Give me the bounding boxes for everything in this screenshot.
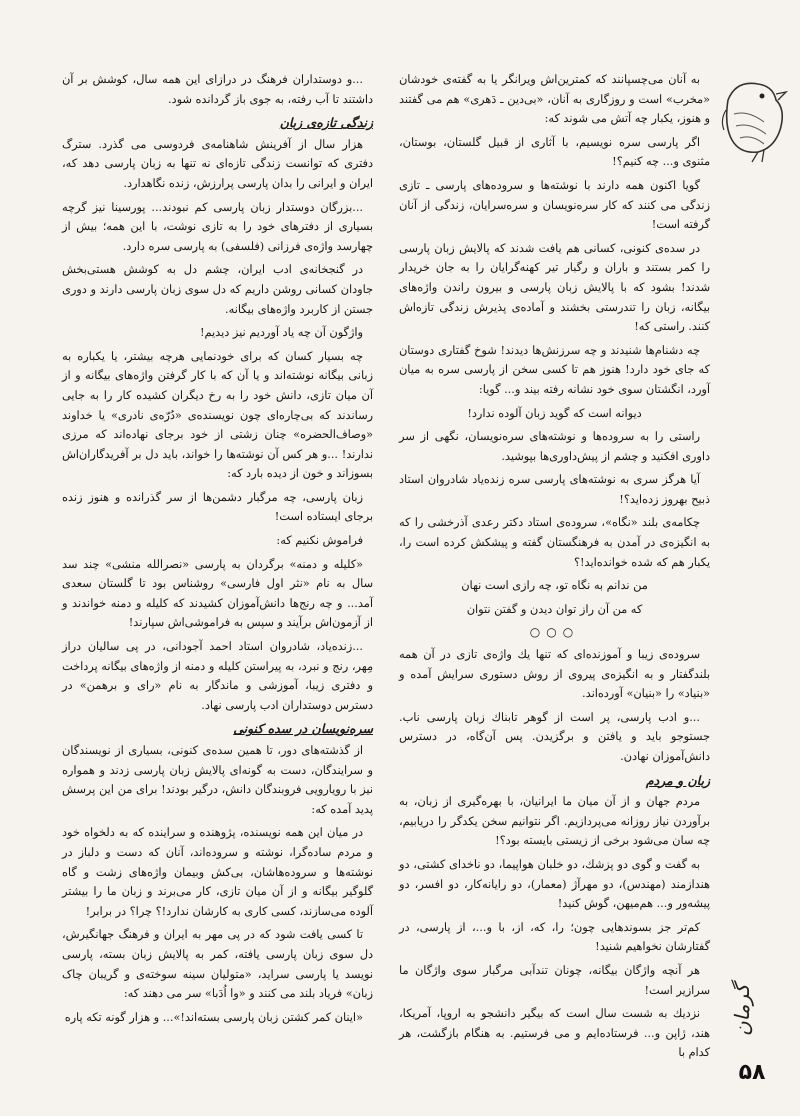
paragraph: هزار سال از آفرینش شاهنامه‌ی فردوسی می گذرد. سترگ دفتری که توانست زندگی تازه‌ای نه تنها به زبان پارسی دهد که، ایران و ایرانی را بدان پارسی پرارزش، زنده نگاهدارد. (62, 137, 373, 190)
paragraph: ...و دوستداران فرهنگ در درازای این همه سال، کوشش بر آن داشتند تا آب رفته، به جوی باز گردانده شود. (62, 73, 373, 106)
left-column (399, 70, 710, 1060)
paragraph: چکامه‌ی بلند «نگاه»، سروده‌ی استاد دکتر رعدی آذرخشی را که به انگیزه‌ی در آمدن به فرهنگستان گفته و پیشکش کرده است را، یکبار هم که شده خوانده‌اید!؟ (399, 516, 710, 569)
verse-line: که من آن راز توان دیدن و گفتن نتوان (466, 602, 643, 616)
paragraph: از گذشته‌های دور، تا همین سده‌ی کنونی، بسیاری از نویسندگان و سرایندگان، دست به گونه‌ای پالایش زبان پارسی زدند و همواره نیز با رویارویی فروبندگان دانش، درگیر بودند! برای من این پرسش پدید آمده که: (62, 744, 373, 816)
section-heading: سره‌نویسان در سده کنونی (233, 721, 373, 737)
section-heading: زبان و مردم (645, 772, 710, 788)
quote-line: دیوانه است که گوید زبان آلوده ندارد! (467, 406, 642, 420)
paragraph: ...بزرگان دوستدار زبان پارسی کم نبودند... پورسینا نیز گرچه بسیاری از دفترهای خود را به تازی نوشت، با این همه؛ بیش از چهارسد واژه‌ی فرزانی (فلسفی) به پارسی سره دارد. (62, 200, 373, 253)
paragraph: راستی را به سروده‌ها و نوشته‌های سره‌نویسان، نگهی از سر داوری افکنید و چشم از پیش‌داوری‌ها بپوشید. (399, 430, 710, 463)
paragraph: تا کسی یافت شود که در پی مهر به ایران و فرهنگ جهانگیرش، دل سوی زبان پارسی یافته، کمر به پالایش زبان بسته، پارسی نویسد یا پارسی سراید، «متولیان سینه سوخته‌ی و گریبان چاک زبان» فریاد بلند می کنند و «وا اُدَبا» سر می دهند که: (62, 928, 373, 1001)
paragraph: به آنان می‌چسپانند که کمترین‌اش ویرانگر یا به گفته‌ی خودشان «مخرب» است و روزگاری به آنان، «بی‌دین ـ دَهری» هم می گفتند و هنوز، یکبار چه آتش می شوند که: (399, 73, 710, 126)
article-columns (62, 70, 710, 1060)
paragraph: سروده‌ی زیبا و آموزنده‌ای که تنها یك واژه‌ی تازی در آن همه بلندگفتار و به انگیزه‌ی پیروی از روش دستوری سرایش آمده و «بنیاد» را «بنیان» آورده‌اند. (399, 648, 710, 701)
paragraph: نزدیك به شست سال است که بیگیر دانشجو به اروپا، آمریکا، هند، ژاپن و... فرستاده‌ایم و می فرستیم. به هنگام بازگشت، هر کدام با (399, 1007, 710, 1060)
bird-emblem-icon (718, 70, 788, 165)
paragraph: «کلیله و دمنه» برگردان به پارسی «نصرالله منشی» چند سد سال به نام «نثر اول فارسی» روشناس بود تا گلستان سعدی آمد... و چه رنج‌ها دانش‌آموزان کشیدند که کلیله و دمنه خواندند و از آزمون‌اش برآیند و سپس به فراموشی‌اش سپارند! (62, 557, 373, 630)
page-number: ۵۸ (738, 1060, 766, 1085)
section-heading: زندگی تازه‌ی زبان (279, 115, 373, 131)
paragraph: ...زنده‌یاد، شادروان استاد احمد آجودانی، در پی سالیان دراز مِهر، رنج و نبرد، به پیراستن کلیله و دمنه از واژه‌های بیگانه پرداخت و دفتری زیبا، آموزشی و ماندگار به نام «رای و برهمن» در دسترس دوستداران ادب پارسی نهاد. (62, 640, 373, 712)
paragraph: واژگون آن چه یاد آوردیم نیز دیدیم! (199, 326, 363, 340)
paragraph: در میان این همه نویسنده، پژوهنده و سراینده که به دلخواه خود و مردم ساده‌گرا، نوشته و سروده‌اند، آنان که دست و دلباز در نوشته‌ها و سروده‌هاشان، بی‌کش وبیمان واژه‌های زشت و گاه گلوگیر بیگانه و از آن میان تازی، کار می‌برند و زبان ما را بیشتر آلوده می‌سازند، کسی کاری به کارشان ندارد!؟ چرا؟ در برابر! (62, 826, 373, 918)
paragraph: چه دشنام‌ها شنیدند و چه سرزنش‌ها دیدند! شوخ گفتاری دوستان که جای خود دارد! هنوز هم تا کسی سخن از پارسی سره به میان آورد، انگشتان سوی خود نشانه رفته بیند و... گویا: (399, 343, 710, 396)
paragraph: مردم جهان و از آن میان ما ایرانیان، با بهره‌گیری از زبان، به برآوردن نیاز روزانه می‌پردازیم. اگر نتوانیم سخن یکدگر را دریابیم، چه سان می‌شود برخی از زیستی بایسته بود؟! (399, 795, 710, 848)
paragraph: «اینان کمر کشتن زبان پارسی بسته‌اند!»... و هزار گونه تکه پاره (64, 1010, 363, 1024)
paragraph: ...و ادب پارسی، پر است از گوهر تابناك زبان پارسی ناب. جستوجو باید و یافتن و برگزیدن. پس آن‌گاه، در دسترس دانش‌آموزان نهادن. (399, 710, 710, 763)
paragraph: آیا هرگز سری به نوشته‌های پارسی سره زنده‌یاد شادروان استاد ذبیح بهروز زده‌اید؟! (399, 473, 710, 506)
paragraph: در گنجخانه‌ی ادب ایران، چشم دل به کوشش هستی‌بخش جاودان کسانی روشن داریم که دل سوی زبان پارسی دارند و دوری جستن از کاربرد واژه‌های بیگانه. (62, 263, 373, 316)
paragraph: گویا اکنون همه دارند با نوشته‌ها و سروده‌های پارسی ـ تازی زندگی می کنند که کار سره‌نویسان و سره‌سرایان، زندگی از آنان گرفته است! (399, 178, 710, 232)
paragraph: در سده‌ی کنونی، کسانی هم یافت شدند که پالایش زبان پارسی را کمر بستند و باران و رگبار تیر کهنه‌گرایان را به جان خریدار شدند! بشود که با پالایش زبان پارسی و بیرون راندن واژه‌های بیگانه، زبان را تندرستی بخشند و آماده‌ی پذیرش زندگی تازه‌اش کنند. راستی که! (399, 241, 710, 334)
paragraph: به گفت و گوی دو پزشك، دو خلبان هواپیما، دو ناخدای کشتی، دو هندازمند (مهندس)، دو مهرآژ (معمار)، دو رایانه‌کار، دو افسر، دو پیشه‌ور و... هم‌میهن، گوش کنید! (399, 857, 710, 911)
magazine-logo: گرمان (730, 983, 754, 1037)
paragraph: چه بسیار کسان که برای خودنمایی هرچه بیشتر، یا یکباره به زبانی بیگانه نوشته‌اند و یا آن که با کار گرفتن واژه‌های بیگانه و از آن میان تازی، دانش خود را به رخ دیگران کشیده کار را به جایی رساندند که بی‌چاره‌ای چون نویسنده‌ی «دُرّه‌ی نادری» یا خداوند «وصاف‌الحضره» چنان زشتی از خود برجای نهاده‌اند که مرزی ندارند! ...و هر کس آن نوشته‌ها را خواند، باید دل بر آفریدگاران‌اش بسوزاند و خون از دیده بارد که: (62, 349, 373, 481)
section-divider: ○○○ (529, 625, 580, 640)
paragraph: اگر پارسی سره نویسیم، با آثاری از قبیل گلستان، بوستان، مثنوی و... چه کنیم؟! (399, 135, 710, 169)
paragraph: کم‌تر جز بسوندهایی چون؛ را، که، از، با و...، از پارسی، در گفتارشان نخواهیم شنید! (399, 920, 710, 954)
paragraph: هر آنچه واژگان بیگانه، چونان تندآبی مرگبار سوی واژگان ما سرازیر است! (399, 963, 710, 997)
right-column (62, 70, 373, 1042)
paragraph: فراموش نکنیم که: (276, 534, 363, 548)
paragraph: زبان پارسی، چه مرگبار دشمن‌ها از سر گذرانده و هنوز زنده برجای ایستاده است! (62, 490, 373, 524)
verse-line: من ندانم به نگاه تو، چه رازی است نهان (461, 579, 648, 593)
